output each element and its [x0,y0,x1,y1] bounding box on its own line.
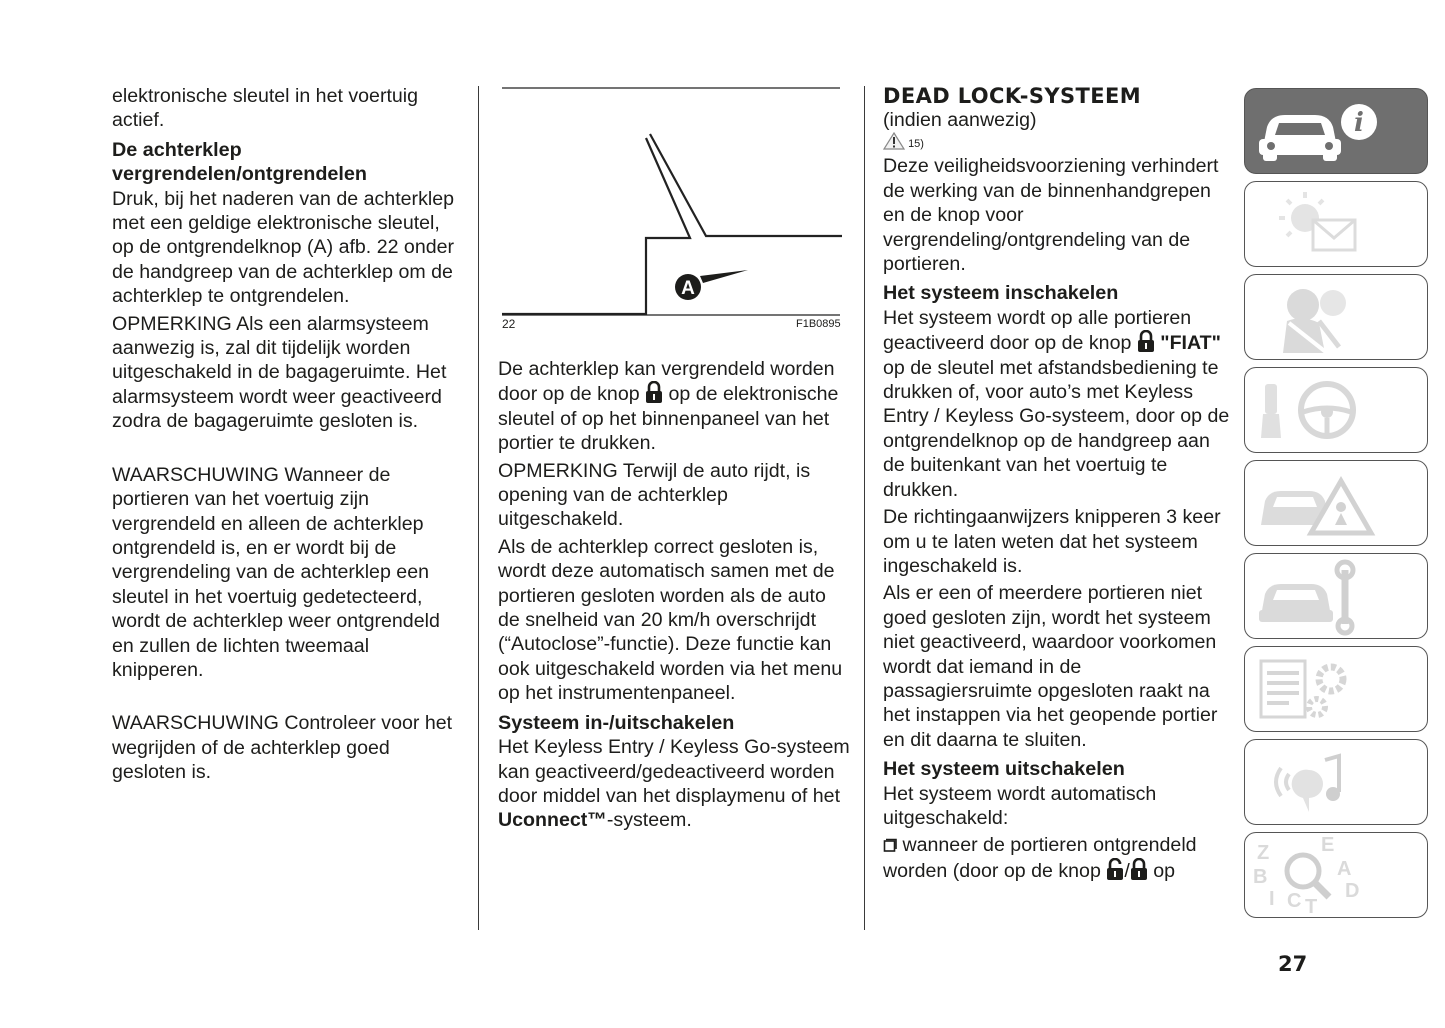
index-letter: C [1287,890,1302,912]
emergency-icon [1245,461,1429,547]
warning-ref-number: 15) [908,138,924,151]
unlock-icon [1106,858,1124,880]
alarm-note: OPMERKING Als een alarmsysteem aanwezig is, zal dit tijdelijk worden uitgeschakeld in de bagageruimte. Het alarmsysteem wordt weer geactiveerd zodra de bagageruimte gesloten is. [112,312,447,433]
keyless-text-end: -systeem. [606,809,692,832]
keyless-text: Het Keyless Entry / Keyless Go-systeem kan geactiveerd/gedeactiveerd worden door middel van het displaymenu of het [498,736,850,807]
column-1 [112,84,464,788]
doors-open-paragraph: Als er een of meerdere portieren niet goed gesloten zijn, wordt het systeem niet geactiveerd, waardoor voorkomen wordt dat iemand in de passagiersruimte opgesloten raakt na het instappen via het geopende portier en dit daarna te sluiten. [883,582,1218,751]
tab-warning-lights[interactable] [1244,181,1428,267]
enable-text-start: Het systeem wordt op alle portieren geactiveerd door op de knop [883,306,1192,355]
keyless-paragraph [498,735,850,833]
column-divider [478,86,479,930]
tailgate-illustration [500,86,842,338]
bullet-text-end: op [1153,859,1176,882]
tab-maintenance[interactable] [1244,553,1428,639]
starting-driving-icon [1245,368,1429,454]
lock-icon [1130,858,1148,880]
bullet-item [883,833,1231,883]
figure-label-a: A [681,278,695,299]
driving-note: OPMERKING Terwijl de auto rijdt, is opening van de achterklep uitgeschakeld. [498,459,811,531]
bullet-text: wanneer de portieren ontgrendeld worden (door op de knop [883,834,1197,882]
index-letter: E [1321,834,1335,856]
lock-paragraph [498,357,850,456]
tailgate-paragraph: Druk, bij het naderen van de achterklep met een geldige elektronische sleutel, op de ontgrendelknop (A) afb. 22 onder de handgreep van de achterklep om de achterklep te ontgrendelen. [112,187,455,308]
bullet-square-icon [883,838,897,852]
index-letter: D [1345,880,1360,902]
warning-reference [883,132,1231,154]
column-divider [864,86,865,930]
column-2 [498,357,850,836]
lock-icon [1137,330,1155,352]
multimedia-icon [1245,740,1429,826]
warning-triangle-icon [883,132,905,150]
car-info-icon [1245,89,1429,175]
tab-index[interactable] [1244,832,1428,918]
lock-icon [645,381,663,403]
enable-text-end: op de sleutel met afstandsbediening te drukken of, voor auto’s met Keyless Entry / Keyless Go-systeem, door op de ontgrendelknop op de handgreep aan de buitenkant van het voertuig te drukken. [883,356,1230,501]
uconnect-brand: Uconnect™ [498,809,607,832]
index-letter: B [1253,866,1268,888]
dead-lock-description: Deze veiligheidsvoorziening verhindert de werking van de binnenhandgrepen en de knop voor vergrendeling/ontgrendeling van de portieren. [883,155,1219,276]
intro-text: elektronische sleutel in het voertuig actief. [112,85,419,132]
warning-key-detected: WAARSCHUWING Wanneer de portieren van het voertuig zijn vergrendeld en alleen de achterklep ontgrendeld is, en er wordt bij de vergrendeling van de achterklep een sleutel in het voertuig gedetecteerd, wordt de achterklep weer ontgrendeld en zullen de lichten tweemaal knipperen. [112,463,440,681]
tab-emergency[interactable] [1244,460,1428,546]
tab-starting-driving[interactable] [1244,367,1428,453]
enable-system-paragraph [883,306,1231,502]
index-letter: A [1337,858,1352,880]
indicators-paragraph: De richtingaanwijzers knipperen 3 keer om u te laten weten dat het systeem ingeschakeld is. [883,506,1221,577]
maintenance-icon [1245,554,1429,640]
disable-system-heading: Het systeem uitschakelen [883,758,1125,781]
dead-lock-title: DEAD LOCK-SYSTEEM [883,84,1142,108]
tab-safety[interactable] [1244,274,1428,360]
enable-system-heading: Het systeem inschakelen [883,282,1119,305]
warning-check-closed: WAARSCHUWING Controleer voor het wegrijden of de achterklep goed gesloten is. [112,712,453,784]
tailgate-heading: De achterklep vergrendelen/ontgrendelen [112,138,368,186]
system-toggle-heading: Systeem in-/uitschakelen [498,711,735,734]
index-letter: Z [1257,842,1270,864]
tailgate-figure [500,86,842,338]
tab-car-info[interactable] [1244,88,1428,174]
warning-lights-icon [1245,182,1429,268]
column-3 [883,84,1231,886]
autoclose-paragraph: Als de achterklep correct gesloten is, wordt deze automatisch samen met de portieren gesloten worden als de auto de snelheid van 20 km/h overschrijdt (“Autoclose”-functie). Deze functie kan ook uitgeschakeld worden via het menu op het instrumentenpaneel. [498,535,843,705]
technical-data-icon [1245,647,1429,733]
index-icon [1245,833,1429,919]
figure-number: 22 [502,317,516,331]
icon-separator: / [1124,859,1130,882]
safety-icon [1245,275,1429,361]
disable-system-paragraph: Het systeem wordt automatisch uitgeschakeld: [883,782,1157,829]
lock-paragraph-end: op de elektronische sleutel of op het binnenpaneel van het portier te drukken. [498,383,839,455]
svg-text:i: i [1354,108,1364,138]
index-letter: I [1269,888,1275,910]
index-letter: T [1305,896,1318,918]
tab-multimedia[interactable] [1244,739,1428,825]
page-number: 27 [1278,952,1308,976]
lock-paragraph-start: De achterklep kan vergrendeld worden door op de knop [498,358,835,406]
figure-code: F1B0895 [796,318,841,330]
fiat-label: "FIAT" [1160,332,1221,355]
if-present-note: (indien aanwezig) [883,109,1037,131]
tab-technical-data[interactable] [1244,646,1428,732]
